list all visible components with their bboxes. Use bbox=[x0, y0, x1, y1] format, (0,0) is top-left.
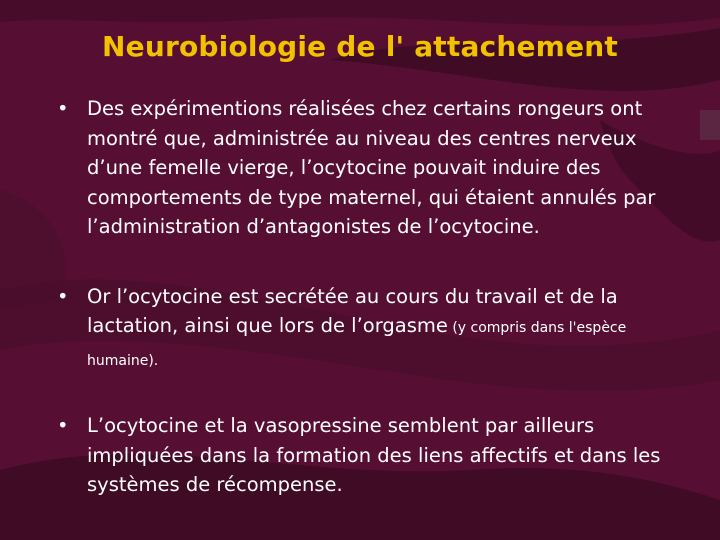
bullet-dot: • bbox=[57, 284, 69, 308]
bullet-list bbox=[57, 94, 687, 500]
bullet-text: L’ocytocine et la vasopressine semblent par ailleurs impliquées dans la formation des liens affectifs et dans les systèmes de récompense. bbox=[87, 414, 661, 496]
wave-top bbox=[0, 0, 720, 26]
wave-left bbox=[0, 190, 65, 310]
bullet-item bbox=[57, 282, 687, 377]
bullet-item bbox=[57, 411, 687, 500]
bullet-dot: • bbox=[57, 97, 69, 120]
edge-mark bbox=[700, 110, 720, 140]
bullet-text: Or l’ocytocine est secrétée au cours du travail et de la lactation, ainsi que lors de l’orgasme bbox=[87, 284, 618, 337]
bullet-dot: • bbox=[57, 414, 69, 437]
bullet-text: Des expérimentions réalisées chez certains rongeurs ont montré que, administrée au niveau des centres nerveux d’une femelle vierge, l’ocytocine pouvait induire des comportements de type maternel, qui étaient annulés par l’administration d’antagonistes de l’ocytocine. bbox=[87, 97, 656, 238]
slide-title: Neurobiologie de l' attachement bbox=[102, 30, 618, 63]
bullet-note: (y compris dans l'espèce humaine). bbox=[87, 320, 627, 369]
bullet-item bbox=[57, 94, 687, 242]
